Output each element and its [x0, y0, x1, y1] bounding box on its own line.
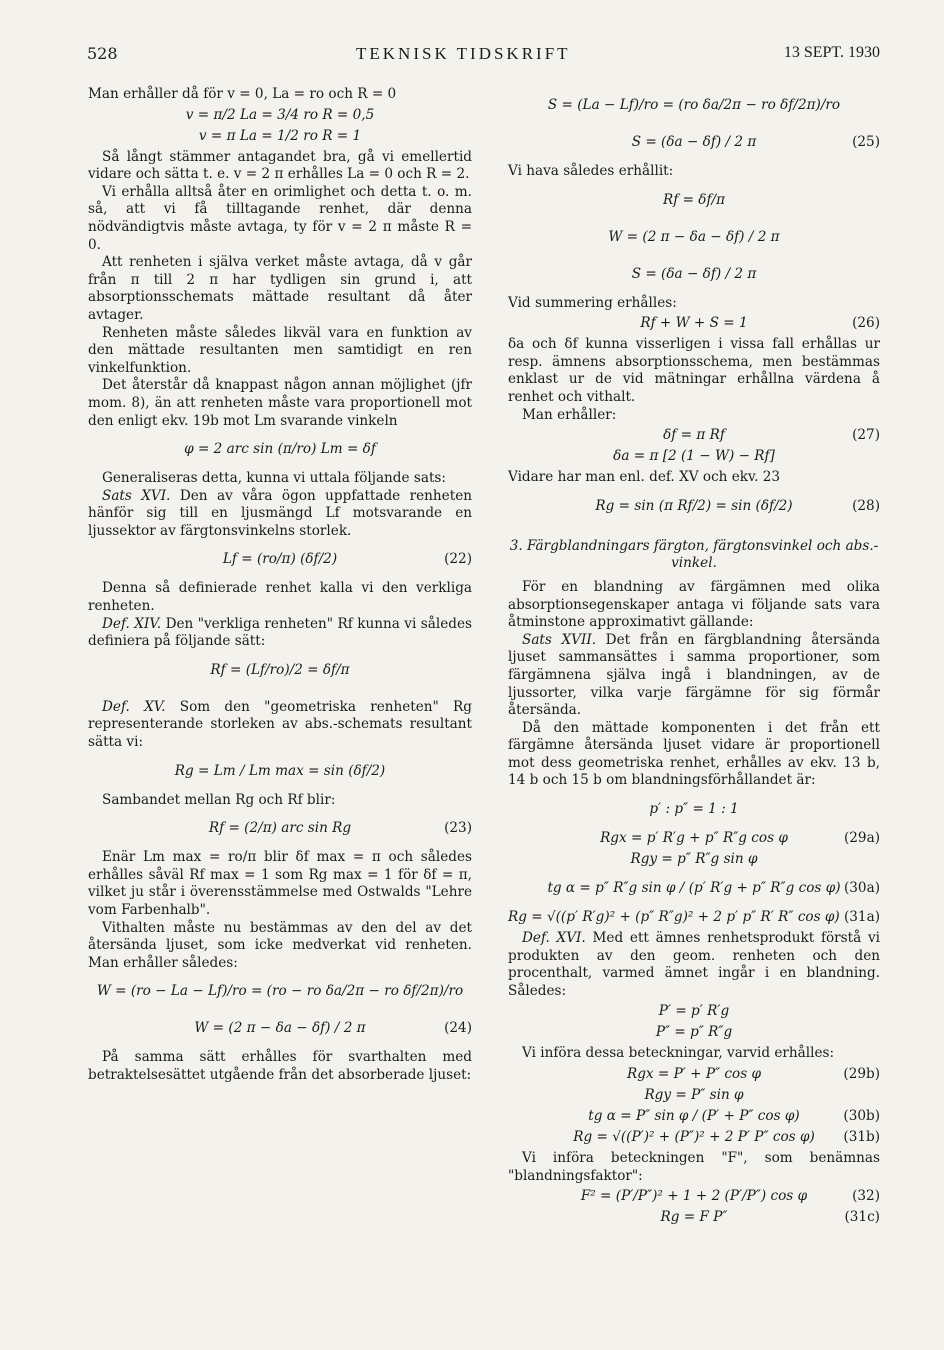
paragraph: Vidare har man enl. def. XV och ekv. 23 [508, 469, 781, 486]
equation [508, 1209, 880, 1227]
paragraph: δa och δf kunna visserligen i vissa fall erhållas ur resp. ämnens absorptionsschema, men bestämmas enklast ur de vid mätningar erhållna värdena å renhet och vithalt. [508, 336, 880, 405]
equation-number: (28) [852, 497, 880, 514]
equation-number: (32) [852, 1188, 880, 1205]
paragraph: Vithalten måste nu bestämmas av den del av det återsända ljuset, som icke medverkat vid renheten. Man erhåller således: [88, 919, 472, 971]
equation-body: Rf = (2/π) arc sin Rg [208, 820, 352, 837]
equation [88, 812, 472, 846]
equation-number: (31b) [843, 1129, 880, 1146]
paragraph: Vid summering erhålles: [508, 294, 677, 311]
theorem-text: Det från en färgblandning återsända ljuset sammansättes i samma proportioner, som färgämnena själva ingå i blandningen, av de ljussorter, vilka varje färgämne för sig förmår återsända. [508, 631, 881, 719]
paragraph: Man erhåller då för v = 0, La = ro och R = 0 [88, 86, 397, 102]
equation-number: (24) [444, 1020, 472, 1037]
theorem-text: Den av våra ögon uppfattade renheten hänför sig till en ljusmängd Lf motsvarande en ljussektor av färgtonsvinkelns storlek. [88, 487, 472, 539]
equation [88, 1012, 472, 1046]
equation [508, 258, 880, 292]
definition-label: Def. XVI. [522, 930, 586, 947]
equation-number: (25) [852, 134, 880, 150]
equation-number: (29b) [843, 1066, 880, 1083]
equation [88, 755, 472, 789]
equation-body: δf = π Rf [663, 427, 725, 444]
paragraph: Renheten måste således likväl vara en funktion av den mättade resultanten men samtidigt en ren vinkelfunktion. [88, 324, 472, 376]
equation-body: Rg = √((P′)² + (P″)² + 2 P′ P″ cos φ) [573, 1129, 815, 1146]
paragraph: Det återstår då knappast någon annan möjlighet (jfr mom. 8), än att renheten måste vara proportionell mot den enligt ekv. 19b mot Lm svarande vinkeln [88, 377, 472, 429]
equation [508, 1129, 880, 1147]
left-column [88, 86, 472, 1085]
page-number: 528 [87, 44, 118, 63]
paragraph: Enär Lm max = ro/π blir δf max = π och således erhålles såväl Rf max = 1 som Rg max = 1 för δf = π, vilket ju står i överensstämmelse med Ostwalds "Lehre vom Farbenhalb". [88, 849, 472, 918]
equation: v = π La = 1/2 ro R = 1 [198, 127, 362, 144]
equation-body: φ = 2 arc sin (π/ro) Lm = δf [184, 441, 376, 458]
definition-text: Som den "geometriska renheten" Rg representerande storleken av abs.-schemats resultant sätta vi: [88, 698, 472, 751]
equation-number: (23) [444, 820, 472, 837]
equation-number: (29a) [843, 830, 880, 847]
equation-number: (22) [444, 551, 472, 568]
equation-body: Rg = √((p′ R′g)² + (p″ R″g)² + 2 p′ p″ R′ R″ cos φ) [508, 909, 840, 926]
equation [88, 543, 472, 577]
equation [508, 221, 880, 255]
paragraph: Vi införa dessa beteckningar, varvid erhålles: [522, 1045, 835, 1062]
equation-number: (31a) [843, 909, 880, 926]
journal-title: TEKNISK TIDSKRIFT [356, 44, 571, 63]
definition-text: Med ett ämnes renhetsprodukt förstå vi produkten av den geom. renheten och den procenthalt, varmed ämnet ingår i en blandning. Således: [508, 930, 880, 999]
equation-body: S = (δa − δf) / 2 π [631, 265, 757, 282]
equation-body: Lf = (ro/π) (δf/2) [222, 551, 338, 568]
equation-body: Rg = F P″ [660, 1209, 728, 1226]
equation [508, 1087, 880, 1105]
right-column [508, 86, 880, 1230]
equation: v = π/2 La = 3/4 ro R = 0,5 [185, 106, 375, 123]
paragraph: För en blandning av färgämnen med olika absorptionsegenskaper antaga vi följande sats vara åtminstone approximativt gällande: [508, 578, 880, 631]
section-heading: 3. Färgblandningars färgton, färgtonsvinkel och abs.-vinkel. [509, 537, 879, 572]
equation-body: S = (δa − δf) / 2 π [631, 134, 757, 150]
equation-body: Rgx = P′ + P″ cos φ [626, 1066, 762, 1083]
equation [508, 315, 880, 333]
equation-number: (31c) [844, 1209, 880, 1226]
paragraph: Vi erhålla alltså åter en orimlighet och detta t. o. m. så, att vi få tilltagande renhet, där denna nödvändigtvis måste avtaga, ty för v = 2 π måste R = 0. [88, 183, 472, 253]
paragraph: Då den mättade komponenten i det från ett färgämne återsända ljuset vidare är proportionell mot dess geometriska renhet, erhålles av ekv. 13 b, 14 b och 15 b om blandningsförhållandet är: [508, 719, 880, 789]
equation-number: (26) [852, 315, 880, 332]
equation-body: W = (2 π − δa − δf) / 2 π [194, 1020, 366, 1037]
equation [508, 448, 880, 466]
equation: P′ = p′ R′g [658, 1003, 730, 1020]
theorem-label: Sats XVII. [522, 631, 597, 648]
paragraph: Så långt stämmer antagandet bra, gå vi emellertid vidare och sätta t. e. v = 2 π erhålles La = 0 och R = 2. [88, 148, 472, 183]
equation-body: tg α = p″ R″g sin φ / (p′ R′g + p″ R″g cos φ) [547, 880, 841, 897]
definition-label: Def. XIV. [102, 615, 162, 632]
equation-body: Rg = sin (π Rf/2) = sin (δf/2) [595, 497, 793, 514]
paragraph: Man erhåller: [522, 406, 617, 423]
equation [508, 872, 880, 906]
equation [508, 89, 880, 123]
equation-body: p′ : p″ = 1 : 1 [649, 801, 739, 818]
definition-text: Den "verkliga renheten" Rf kunna vi således definiera på följande sätt: [88, 615, 472, 650]
equation-body: Rgx = p′ R′g + p″ R″g cos φ [600, 830, 788, 847]
theorem-label: Sats XVI. [102, 487, 171, 504]
paragraph: Vi införa beteckningen "F", som benämnas "blandningsfaktor": [508, 1150, 880, 1184]
equation-body: δa = π [2 (1 − W) − Rf] [613, 448, 775, 465]
paragraph: På samma sätt erhålles för svarthalten med betraktelsesättet utgående från det absorberade ljuset: [88, 1049, 472, 1083]
equation-body: Rf + W + S = 1 [640, 315, 748, 332]
equation [508, 793, 880, 827]
equation: P″ = p″ R″g [655, 1024, 733, 1041]
equation-body: Rgy = P″ sin φ [644, 1087, 744, 1104]
paragraph [508, 632, 880, 720]
equation [508, 427, 880, 445]
paragraph: Sambandet mellan Rg och Rf blir: [102, 791, 336, 808]
definition-label: Def. XV. [102, 698, 166, 715]
equation-body: tg α = P″ sin φ / (P′ + P″ cos φ) [588, 1108, 800, 1125]
equation [508, 1066, 880, 1084]
paragraph [88, 699, 472, 752]
issue-date: 13 SEPT. 1930 [783, 44, 880, 61]
equation [88, 975, 472, 1009]
equation-number: (30a) [843, 880, 880, 897]
equation [88, 433, 472, 467]
paragraph [88, 616, 472, 651]
equation [508, 851, 880, 869]
equation [508, 490, 880, 524]
paragraph [508, 930, 880, 1000]
paragraph: Att renheten i själva verket måste avtaga, då v går från π till 2 π har tydligen sin grund i, att absorptionsschemats mättade resultant då åter avtager. [88, 254, 472, 323]
equation [508, 1188, 880, 1206]
paragraph [88, 488, 472, 541]
equation [508, 126, 880, 160]
paragraph: Generaliseras detta, kunna vi uttala följande sats: [102, 470, 446, 487]
equation-body: Rgy = p″ R″g sin φ [630, 851, 758, 868]
equation [508, 184, 880, 218]
equation-number: (30b) [843, 1108, 880, 1125]
equation-body: S = (La − Lf)/ro = (ro δa/2π − ro δf/2π)/ro [547, 97, 841, 113]
equation-body: Rf = δf/π [662, 191, 726, 208]
equation-body: Rg = Lm / Lm max = sin (δf/2) [174, 762, 386, 779]
equation-number: (27) [852, 427, 880, 444]
equation-body: W = (2 π − δa − δf) / 2 π [608, 228, 780, 245]
equation [508, 830, 880, 848]
paragraph: Denna så definierade renhet kalla vi den verkliga renheten. [88, 580, 472, 615]
equation [508, 1108, 880, 1126]
paragraph: Vi hava således erhållit: [508, 163, 674, 179]
equation [88, 654, 472, 688]
equation-body: Rf = (Lf/ro)/2 = δf/π [210, 661, 350, 678]
equation [508, 909, 880, 927]
equation-body: W = (ro − La − Lf)/ro = (ro − ro δa/2π − ro δf/2π)/ro [96, 983, 464, 1000]
equation-body: F² = (P′/P″)² + 1 + 2 (P′/P″) cos φ [580, 1188, 808, 1205]
